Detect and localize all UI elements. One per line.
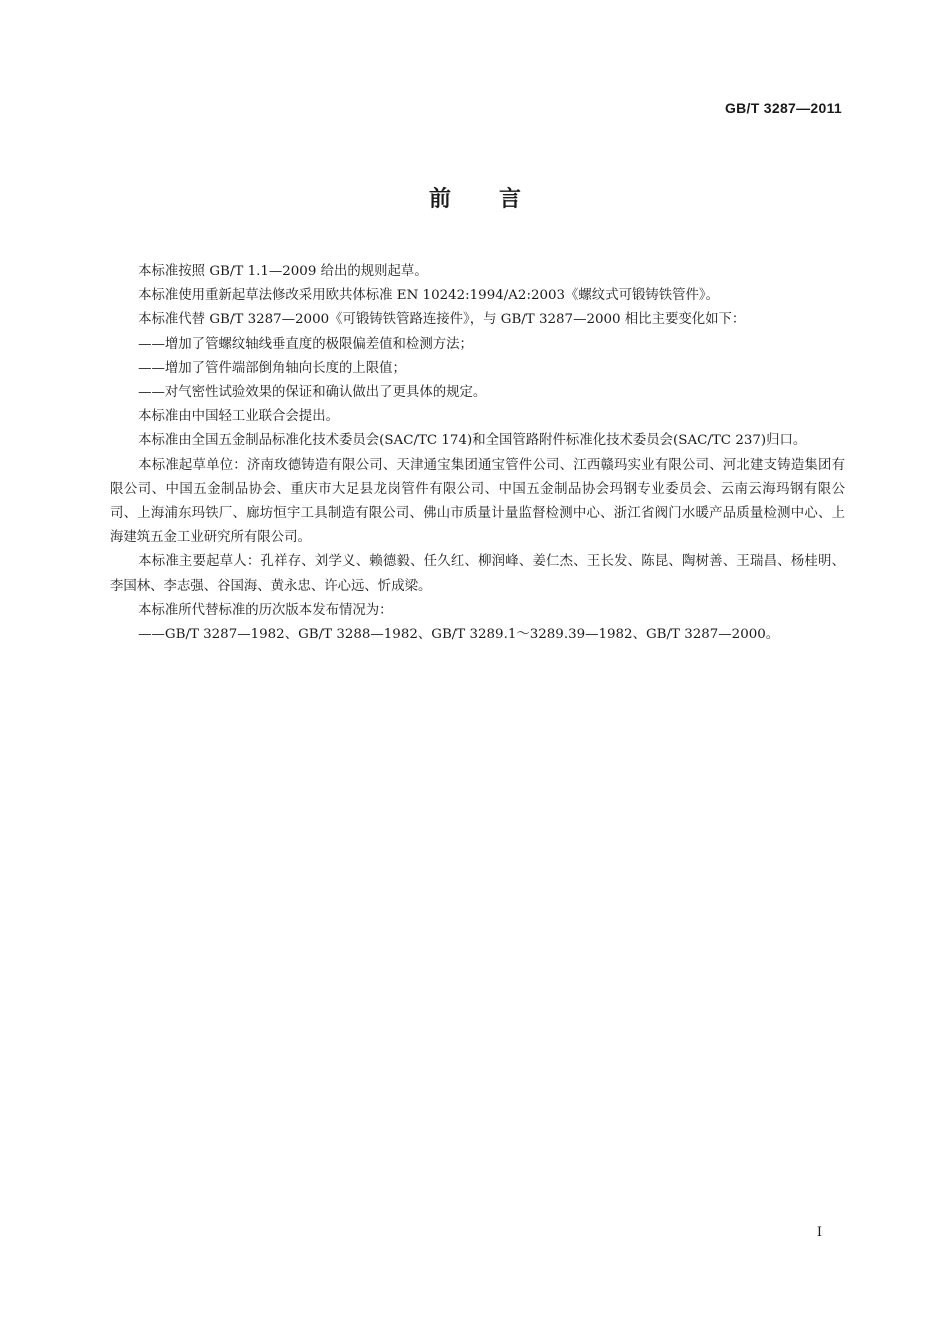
paragraph-drafters: 本标准主要起草人：孔祥存、刘学义、赖德毅、任久红、柳润峰、姜仁杰、王长发、陈昆、陶树善、王瑞昌、杨桂明、李国林、李志强、谷国海、黄永忠、许心远、忻成梁。 [110,554,845,594]
change-item: ——对气密性试验效果的保证和确认做出了更具体的规定。 [138,385,487,401]
paragraph-drafting-rules: 本标准按照 GB/T 1.1—2009 给出的规则起草。 [138,264,428,279]
paragraph-adoption: 本标准使用重新起草法修改采用欧共体标准 EN 10242:1994/A2:2003《螺纹式可锻铸铁管件》。 [138,288,720,304]
page-number: I [816,1225,822,1240]
paragraph-proposer: 本标准由中国轻工业联合会提出。 [138,409,339,425]
history-item: ——GB/T 3287—1982、GB/T 3288—1982、GB/T 3289.1～3289.39—1982、GB/T 3287—2000。 [138,627,780,643]
paragraph-replacement: 本标准代替 GB/T 3287—2000《可锻铸铁管路连接件》，与 GB/T 3287—2000 相比主要变化如下： [138,312,746,328]
page-title: 前言 [428,187,569,212]
change-item: ——增加了管螺纹轴线垂直度的极限偏差值和检测方法； [138,336,473,352]
paragraph-committee: 本标准由全国五金制品标准化技术委员会(SAC/TC 174)和全国管路附件标准化技术委员会(SAC/TC 237)归口。 [138,433,807,449]
change-item: ——增加了管件端部倒角轴向长度的上限值； [138,360,406,376]
paragraph-history-intro: 本标准所代替标准的历次版本发布情况为： [138,602,393,618]
document-body [110,260,845,647]
standard-code: GB/T 3287—2011 [724,100,842,116]
paragraph-drafting-units: 本标准起草单位：济南玫德铸造有限公司、天津通宝集团通宝管件公司、江西赣玛实业有限公司、河北建支铸造集团有限公司、中国五金制品协会、重庆市大足县龙岗管件有限公司、中国五金制品协会玛钢专业委员会、云南云海玛钢有限公司、上海浦东玛铁厂、廊坊恒宇工具制造有限公司、佛山市质量计量监督检测中心、浙江省阀门水暖产品质量检测中心、上海建筑五金工业研究所有限公司。 [110,457,845,546]
